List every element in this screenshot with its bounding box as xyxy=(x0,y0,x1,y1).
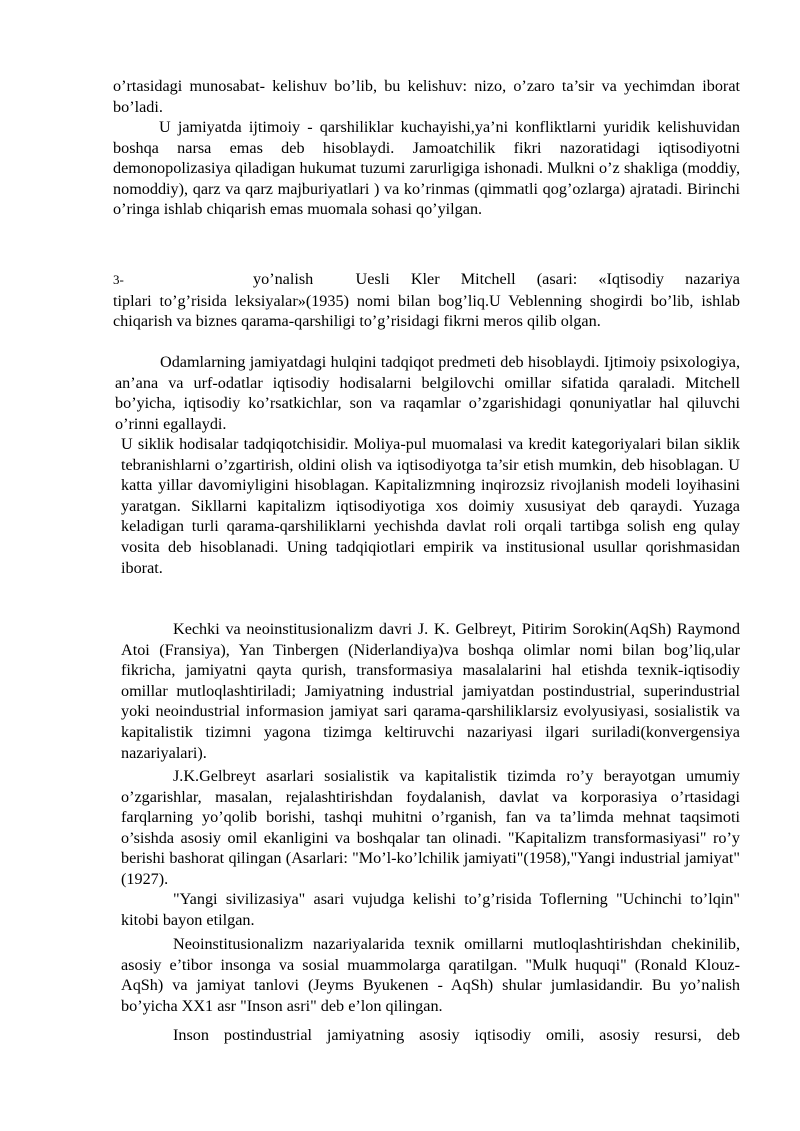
paragraph-3-body: tiplari to’g’risida leksiyalar»(1935) nomi bilan bog’liq.U Veblenning shogirdi bo’lib, ishlab chiqarish va biznes qarama-qarshiligi to’g’risidagi fikrni meros qilib olgan. xyxy=(113,291,740,331)
paragraph-2: U jamiyatda ijtimoiy - qarshiliklar kuchayishi,ya’ni konfliktlarni yuridik kelishuvidan boshqa narsa emas deb hisoblaydi. Jamoatchilik fikri nazoratidagi iqtisodiyotni demonopolizasiya qiladigan hukumat tuzumi zarurligiga ishonadi. Mulkni o’z shakliga (moddiy, nomoddiy), qarz va qarz majburiyatlari ) va ko’rinmas (qimmatli qog’ozlarga) ajratadi. Birinchi o’ringa ishlab chiqarish emas muomala sohasi qo’yilgan. xyxy=(113,118,740,219)
paragraph-3-first-line xyxy=(113,269,740,291)
paragraph-3-heading: yo’nalish Uesli Kler Mitchell (asari: «Iqtisodiy nazariya xyxy=(253,270,740,288)
paragraph-4: Odamlarning jamiyatdagi hulqini tadqiqot predmeti deb hisoblaydi. Ijtimoiy psixologiya, an’ana va urf-odatlar iqtisodiy hodisalarni belgilovchi omillar sifatida qaraladi. Mitchell bo’yicha, iqtisodiy ko’rsatkichlar, son va raqamlar o’zgarishidagi qonuniyatlar hal qiluvchi o’rinni egallaydi. xyxy=(115,353,740,433)
paragraph-3 xyxy=(113,269,740,332)
paragraph-10: Inson postindustrial jamiyatning asosiy iqtisodiy omili, asosiy resursi, deb xyxy=(173,1026,740,1044)
paragraph-1: o’rtasidagi munosabat- kelishuv bo’lib, bu kelishuv: nizo, o’zaro ta’sir va yechimdan iborat bo’ladi. xyxy=(113,77,740,116)
paragraph-5: U siklik hodisalar tadqiqotchisidir. Moliya-pul muomalasi va kredit kategoriyalari bilan siklik tebranishlarni o’zgartirish, oldini olish va iqtisodiyotga ta’sir etish mumkin, deb hisoblagan. U katta yillar davomiyligini hisoblagan. Kapitalizmning inqirozsiz rivojlanish modeli loyihasini yaratgan. Sikllarni kapitalizm iqtisodiyotiga xos doimiy xususiyat deb qaraydi. Yuzaga keladigan turli qarama-qarshiliklarni yechishda davlat roli orqali tartibga solish eng qulay vosita deb hisoblanadi. Uning tadqiqiotlari empirik va institusional usullar qorishmasidan iborat. xyxy=(121,435,740,577)
paragraph-6: Kechki va neoinstitusionalizm davri J. K. Gelbreyt, Pitirim Sorokin(AqSh) Raymond Atoi (Fransiya), Yan Tinbergen (Niderlandiya)va boshqa olimlar nomi bilan bog’liq,ular fikricha, jamiyatni qayta qurish, transformasiya masalalarini hal etishda texnik-iqtisodiy omillar mutloqlashtiriladi; Jamiyatning industrial jamiyatdan postindustrial, superindustrial yoki neoindustrial informasion jamiyat sari qarama-qarshiliklarsiz evolyusiyasi, sosialistik va kapitalistik tizimni yagona tizimga keltiruvchi nazariyasi ilgari suriladi(konvergensiya nazariyalari). xyxy=(121,620,740,762)
paragraph-8: "Yangi sivilizasiya" asari vujudga kelishi to’g’risida Toflerning "Uchinchi to’lqin" kitobi bayon etilgan. xyxy=(121,890,740,929)
paragraph-7: J.K.Gelbreyt asarlari sosialistik va kapitalistik tizimda ro’y berayotgan umumiy o’zgarishlar, masalan, rejalashtirishdan foydalanish, davlat va korporasiya o’rtasidagi farqlarning yo’qolib borishi, tashqi muhitni o’rganish, fan va ta’limda mehnat taqsimoti o’sishda asosiy omil ekanligini va boshqalar tan olinadi. "Kapitalizm transformasiyasi" ro’y berishi bashorat qilingan (Asarlari: "Mo’l-ko’lchilik jamiyati"(1958),"Yangi industrial jamiyat"(1927). xyxy=(121,767,740,888)
list-number: 3- xyxy=(113,272,124,287)
paragraph-9: Neoinstitusionalizm nazariyalarida texnik omillarni mutloqlashtirishdan chekinilib, asosiy e’tibor insonga va sosial muammolarga qaratilgan. "Mulk huquqi" (Ronald Klouz-AqSh) va jamiyat tanlovi (Jeyms Byukenen - AqSh) shular jumlasidandir. Bu yo’nalish bo’yicha XX1 asr "Inson asri" deb e’lon qilingan. xyxy=(121,935,740,1015)
